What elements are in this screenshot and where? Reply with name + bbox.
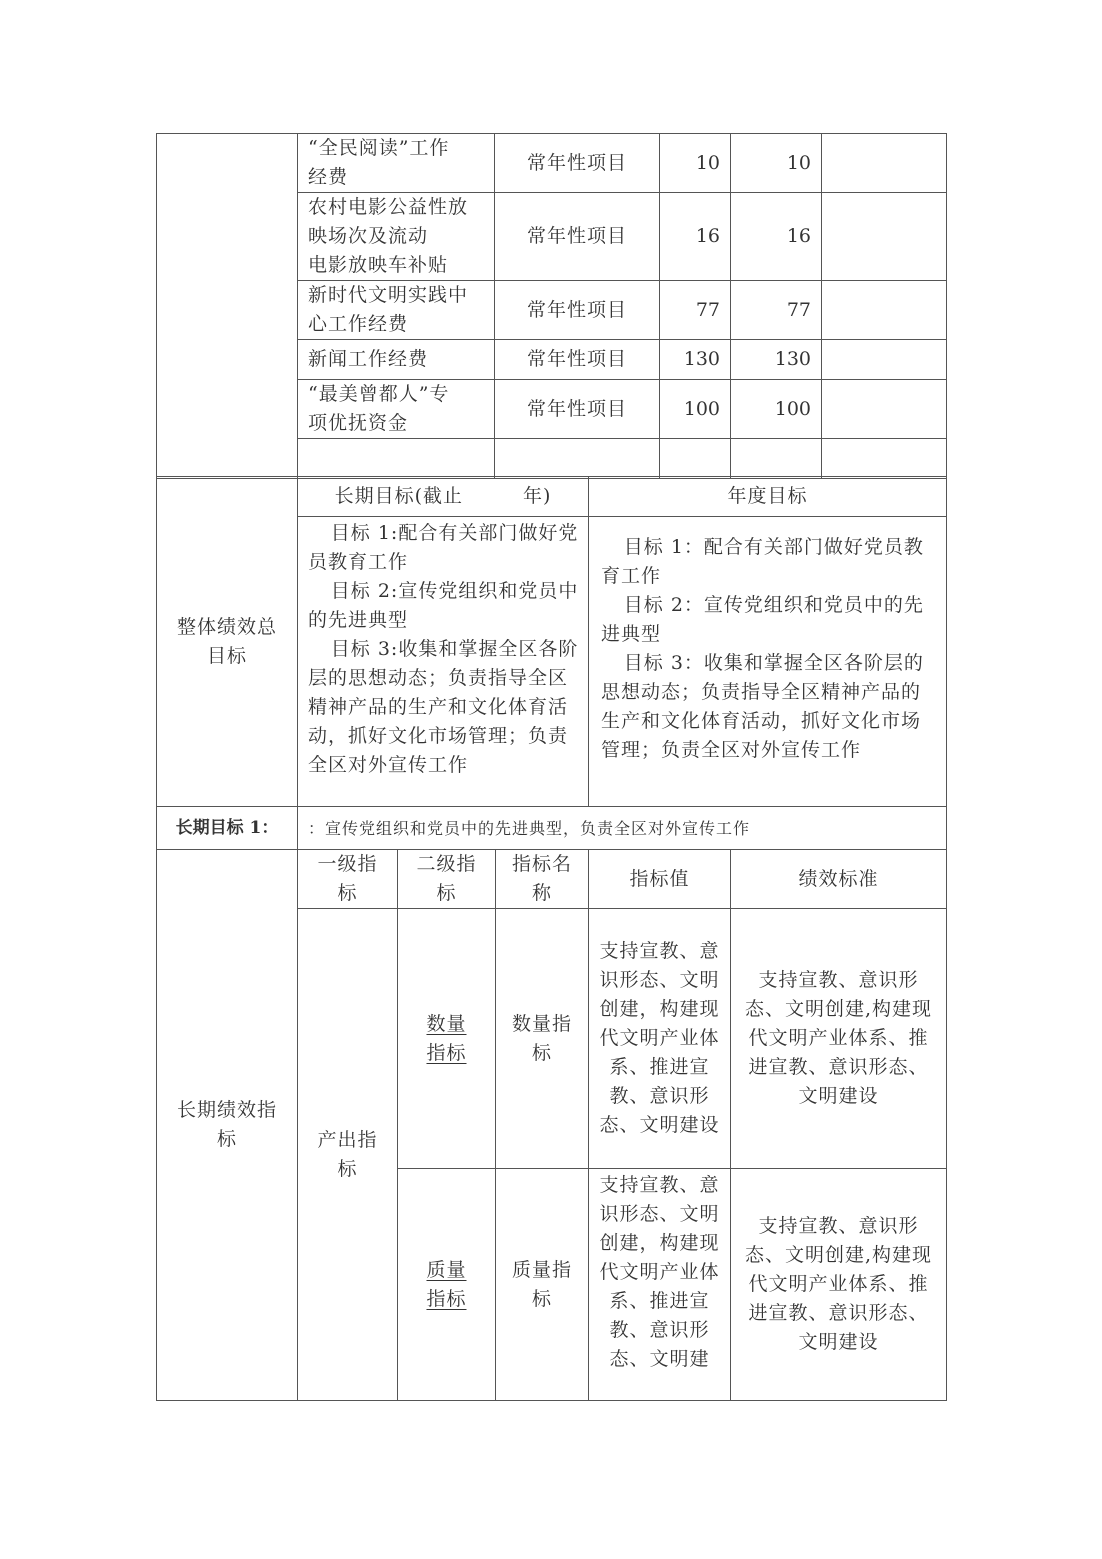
empty-cell	[495, 439, 660, 479]
long-goal-item: 目标 3:收集和掌握全区各阶层的思想动态；负责指导全区精神产品的生产和文化体育活动，抓好文化市场管理；负责全区对外宣传工作	[308, 638, 579, 776]
indicator-name-quantity: 数量指 标	[496, 909, 589, 1169]
long-goal-1-text: ：宣传党组织和党员中的先进典型，负责全区对外宣传工作	[298, 807, 947, 850]
empty-cell	[822, 439, 947, 479]
long-term-goal-header: 长期目标(截止 年)	[298, 477, 589, 517]
empty-cell	[660, 439, 731, 479]
indicators-table	[156, 849, 947, 1401]
indicator-value-quantity: 支持宣教、意识形态、文明创建，构建现代文明产业体系、推进宣教、意识形态、文明建设	[589, 909, 731, 1169]
project-value-2: 77	[731, 281, 822, 340]
header-level2: 二级指 标	[398, 850, 496, 909]
project-value-1: 130	[660, 340, 731, 380]
project-value-1: 16	[660, 193, 731, 281]
merged-label-cell	[157, 134, 298, 479]
long-goal-1-label: 长期目标 1：	[157, 807, 298, 850]
table-row	[157, 850, 947, 909]
project-value-1: 100	[660, 380, 731, 439]
header-performance-standard: 绩效标准	[731, 850, 947, 909]
project-type: 常年性项目	[495, 340, 660, 380]
project-name: “全民阅读”工作 经费	[298, 134, 495, 193]
project-value-2: 100	[731, 380, 822, 439]
empty-cell	[298, 439, 495, 479]
annual-goals	[589, 517, 947, 807]
annual-goal-item: 目标 3：收集和掌握全区各阶层的思想动态；负责指导全区精神产品的生产和文化体育活动，抓好文化市场管理；负责全区对外宣传工作	[601, 652, 924, 761]
empty-cell	[731, 439, 822, 479]
header-level1: 一级指 标	[298, 850, 398, 909]
project-value-1: 77	[660, 281, 731, 340]
overall-goals-label: 整体绩效总 目标	[157, 477, 298, 807]
project-name: 农村电影公益性放 映场次及流动 电影放映车补贴	[298, 193, 495, 281]
project-name: 新时代文明实践中 心工作经费	[298, 281, 495, 340]
level2-quantity: 数量 指标	[398, 909, 496, 1169]
annual-goal-item: 目标 2：宣传党组织和党员中的先进典型	[601, 594, 924, 645]
header-indicator-name: 指标名 称	[496, 850, 589, 909]
empty-cell	[822, 193, 947, 281]
standard-quality: 支持宣教、意识形态、文明创建,构建现代文明产业体系、推进宣教、意识形态、文明建设	[731, 1169, 947, 1401]
project-type: 常年性项目	[495, 380, 660, 439]
indicator-name-quality: 质量指 标	[496, 1169, 589, 1401]
indicator-value-quality: 支持宣教、意识形态、文明创建，构建现代文明产业体系、推进宣教、意识形态、文明建	[589, 1169, 731, 1401]
table-row	[157, 134, 947, 193]
project-type: 常年性项目	[495, 193, 660, 281]
header-indicator-value: 指标值	[589, 850, 731, 909]
project-value-2: 130	[731, 340, 822, 380]
long-goal-1-table	[156, 806, 947, 850]
project-type: 常年性项目	[495, 281, 660, 340]
long-goal-item: 目标 1:配合有关部门做好党员教育工作	[308, 522, 579, 573]
project-name: 新闻工作经费	[298, 340, 495, 380]
project-value-1: 10	[660, 134, 731, 193]
table-row	[157, 477, 947, 517]
empty-cell	[822, 134, 947, 193]
empty-cell	[822, 281, 947, 340]
overall-goals-table	[156, 476, 947, 807]
budget-table	[156, 133, 947, 479]
project-value-2: 10	[731, 134, 822, 193]
level2-quality: 质量 指标	[398, 1169, 496, 1401]
project-name: “最美曾都人”专 项优抚资金	[298, 380, 495, 439]
annual-goal-item: 目标 1：配合有关部门做好党员教育工作	[601, 536, 924, 587]
standard-quantity: 支持宣教、意识形态、文明创建,构建现代文明产业体系、推进宣教、意识形态、文明建设	[731, 909, 947, 1169]
indicators-label: 长期绩效指 标	[157, 850, 298, 1401]
empty-cell	[822, 380, 947, 439]
long-term-goals	[298, 517, 589, 807]
empty-cell	[822, 340, 947, 380]
project-value-2: 16	[731, 193, 822, 281]
long-goal-item: 目标 2:宣传党组织和党员中的先进典型	[308, 580, 579, 631]
annual-goal-header: 年度目标	[589, 477, 947, 517]
level1-output-indicator: 产出指 标	[298, 909, 398, 1401]
project-type: 常年性项目	[495, 134, 660, 193]
table-row	[157, 807, 947, 850]
